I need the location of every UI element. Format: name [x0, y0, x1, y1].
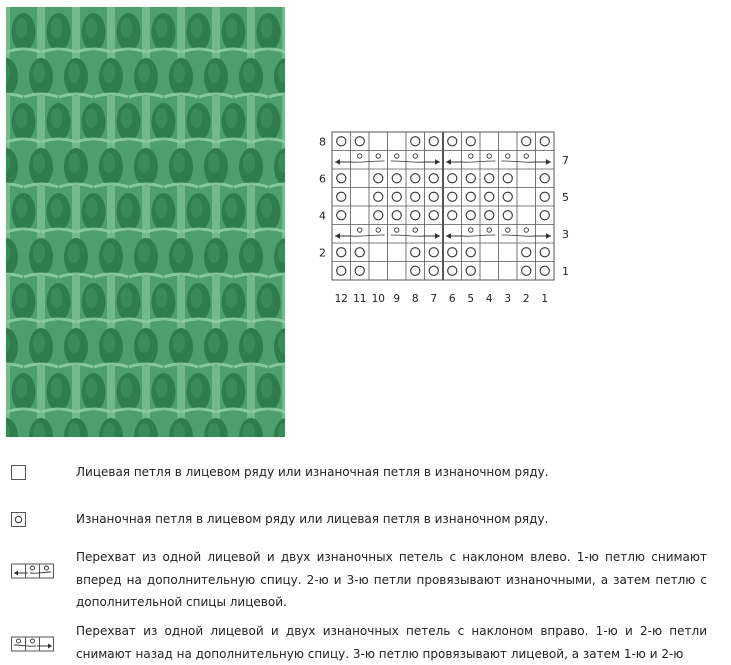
column-label: 5: [467, 293, 475, 305]
cross-left-symbol: [446, 154, 496, 165]
fabric-bobble-highlight: [16, 18, 28, 38]
legend-text-cross-left: Перехват из одной лицевой и двух изнаночных петель с наклоном влево. 1-ю петлю снимают вперед на дополнительную спицу. 2-ю и 3-ю петли провязывают изнаночными, а затем петлю с дополнительной спицы лицевой.: [76, 550, 707, 609]
column-label: 4: [485, 293, 493, 305]
fabric-bobble-highlight: [191, 198, 203, 218]
fabric-bobble-highlight: [121, 288, 133, 308]
purl-symbol: [337, 211, 346, 220]
purl-symbol: [503, 174, 512, 183]
fabric-bobble-highlight: [86, 288, 98, 308]
circle-in-square-icon: [10, 511, 28, 529]
purl-symbol: [540, 211, 549, 220]
fabric-bobble-highlight: [16, 288, 28, 308]
fabric-bobble-highlight: [138, 153, 150, 173]
fabric-bobble-highlight: [156, 18, 168, 38]
fabric-bobble-highlight: [173, 153, 185, 173]
purl-symbol: [374, 211, 383, 220]
row-label: 5: [562, 190, 569, 204]
fabric-bobble-highlight: [208, 243, 220, 263]
fabric-bobble-highlight: [156, 198, 168, 218]
cross-right-icon: [10, 635, 56, 655]
purl-symbol: [374, 174, 383, 183]
purl-symbol: [374, 192, 383, 201]
purl-symbol: [540, 192, 549, 201]
purl-symbol: [466, 174, 475, 183]
fabric-bobble-highlight: [16, 378, 28, 398]
fabric-bobble-highlight: [226, 108, 238, 128]
row-label: 4: [319, 209, 326, 223]
purl-symbol: [485, 174, 494, 183]
fabric-bobble-highlight: [226, 198, 238, 218]
purl-symbol: [411, 192, 420, 201]
fabric-bobble-highlight: [51, 108, 63, 128]
purl-symbol: [540, 137, 549, 146]
purl-symbol: [485, 192, 494, 201]
fabric-bobble-highlight: [86, 108, 98, 128]
row-label: 6: [319, 172, 326, 186]
purl-symbol: [485, 211, 494, 220]
purl-symbol: [448, 192, 457, 201]
purl-symbol: [448, 211, 457, 220]
column-label: 2: [522, 293, 530, 305]
fabric-bobble-highlight: [226, 288, 238, 308]
fabric-bobble-highlight: [243, 63, 255, 83]
fabric-bobble-highlight: [226, 18, 238, 38]
column-label: 1: [541, 293, 549, 305]
cross-left-symbol: [446, 228, 496, 239]
purl-symbol: [540, 266, 549, 275]
purl-symbol: [337, 174, 346, 183]
column-label: 3: [504, 293, 512, 305]
column-label: 11: [353, 293, 367, 305]
purl-symbol: [429, 266, 438, 275]
fabric-bobble-highlight: [243, 243, 255, 263]
purl-symbol: [522, 137, 531, 146]
purl-symbol: [337, 192, 346, 201]
row-label: 2: [319, 246, 326, 260]
purl-symbol: [503, 211, 512, 220]
row-label: 7: [562, 153, 569, 167]
purl-symbol: [522, 248, 531, 257]
knitting-chart: [308, 124, 588, 314]
fabric-bobble-highlight: [173, 243, 185, 263]
column-label: 12: [334, 293, 348, 305]
fabric-bobble-highlight: [103, 153, 115, 173]
purl-symbol: [466, 137, 475, 146]
purl-symbol: [448, 137, 457, 146]
purl-symbol: [411, 266, 420, 275]
fabric-bobble-highlight: [261, 288, 273, 308]
legend-text-purl: Изнаночная петля в лицевом ряду или лицевая петля в изнаночном ряду.: [76, 512, 549, 526]
fabric-bobble-highlight: [51, 378, 63, 398]
purl-symbol: [355, 137, 364, 146]
knitted-pattern-photo: [6, 7, 285, 437]
fabric-bobble-highlight: [33, 63, 45, 83]
fabric-bobble-highlight: [33, 333, 45, 353]
purl-symbol: [429, 174, 438, 183]
fabric-bobble-highlight: [156, 378, 168, 398]
empty-square-icon: [10, 464, 28, 482]
fabric-bobble-highlight: [191, 378, 203, 398]
fabric-bobble-highlight: [243, 333, 255, 353]
fabric-bobble-highlight: [68, 63, 80, 83]
fabric-bobble-highlight: [173, 63, 185, 83]
purl-symbol: [392, 192, 401, 201]
fabric-bobble-highlight: [208, 63, 220, 83]
fabric-bobble-highlight: [68, 243, 80, 263]
legend-text-cross-right: Перехват из одной лицевой и двух изнаночных петель с наклоном вправо. 1-ю и 2-ю петли снимают назад на дополнительную спицу. 3-ю петлю провязывают лицевой, а затем 1-ю и 2-ю: [76, 624, 707, 661]
purl-symbol: [429, 137, 438, 146]
purl-symbol: [429, 248, 438, 257]
column-label: 8: [411, 293, 419, 305]
purl-symbol: [337, 248, 346, 257]
fabric-bobble-highlight: [138, 243, 150, 263]
fabric-bobble-highlight: [86, 198, 98, 218]
fabric-bobble-highlight: [86, 378, 98, 398]
cross-left-symbol: [335, 154, 385, 165]
fabric-bobble-highlight: [121, 18, 133, 38]
fabric-bobble-highlight: [191, 288, 203, 308]
fabric-bobble-highlight: [243, 153, 255, 173]
fabric-bobble-highlight: [68, 153, 80, 173]
fabric-bobble-highlight: [103, 243, 115, 263]
purl-symbol: [355, 266, 364, 275]
fabric-bobble-highlight: [261, 18, 273, 38]
row-label: 1: [562, 264, 569, 278]
column-label: 6: [448, 293, 456, 305]
fabric-bobble-highlight: [138, 63, 150, 83]
fabric-bobble-highlight: [86, 18, 98, 38]
cross-left-icon: [10, 562, 56, 582]
fabric-bobble-highlight: [191, 108, 203, 128]
purl-symbol: [448, 174, 457, 183]
fabric-bobble-highlight: [261, 198, 273, 218]
column-label: 7: [430, 293, 438, 305]
cross-left-symbol: [335, 228, 385, 239]
purl-symbol: [466, 266, 475, 275]
fabric-bobble-highlight: [16, 108, 28, 128]
cross-right-symbol: [502, 154, 552, 165]
purl-symbol: [411, 248, 420, 257]
purl-symbol: [411, 174, 420, 183]
row-label: 3: [562, 227, 569, 241]
fabric-bobble-highlight: [121, 378, 133, 398]
purl-symbol: [392, 174, 401, 183]
fabric-bobble-highlight: [156, 288, 168, 308]
cross-right-symbol: [391, 154, 441, 165]
purl-symbol: [540, 174, 549, 183]
fabric-bobble-highlight: [226, 378, 238, 398]
purl-symbol: [355, 248, 364, 257]
row-label: 8: [319, 135, 326, 149]
fabric-bobble-highlight: [33, 153, 45, 173]
fabric-bobble-highlight: [261, 378, 273, 398]
purl-symbol: [411, 137, 420, 146]
fabric-bobble-highlight: [173, 333, 185, 353]
purl-symbol: [466, 248, 475, 257]
column-label: 10: [371, 293, 385, 305]
purl-symbol: [392, 211, 401, 220]
purl-symbol: [429, 192, 438, 201]
fabric-bobble-highlight: [156, 108, 168, 128]
purl-symbol: [466, 211, 475, 220]
purl-symbol: [522, 266, 531, 275]
fabric-bobble-highlight: [191, 18, 203, 38]
fabric-bobble-highlight: [51, 18, 63, 38]
fabric-bobble-highlight: [138, 333, 150, 353]
fabric-bobble-highlight: [208, 333, 220, 353]
cross-right-symbol: [502, 228, 552, 239]
purl-symbol: [429, 211, 438, 220]
purl-symbol: [411, 211, 420, 220]
cross-right-symbol: [391, 228, 441, 239]
column-label: 9: [393, 293, 401, 305]
fabric-bobble-highlight: [33, 243, 45, 263]
purl-symbol: [466, 192, 475, 201]
purl-symbol: [337, 266, 346, 275]
fabric-bobble-highlight: [16, 198, 28, 218]
fabric-bobble-highlight: [68, 333, 80, 353]
fabric-bobble-highlight: [103, 333, 115, 353]
fabric-bobble-highlight: [51, 198, 63, 218]
fabric-bobble-highlight: [208, 153, 220, 173]
fabric-bobble-highlight: [121, 198, 133, 218]
purl-symbol: [448, 248, 457, 257]
purl-symbol: [540, 248, 549, 257]
fabric-bobble-highlight: [51, 288, 63, 308]
fabric-bobble-highlight: [103, 63, 115, 83]
fabric-bobble-highlight: [261, 108, 273, 128]
legend-text-knit: Лицевая петля в лицевом ряду или изнаночная петля в изнаночном ряду.: [76, 465, 549, 479]
purl-symbol: [448, 266, 457, 275]
purl-symbol: [503, 192, 512, 201]
fabric-bobble-highlight: [121, 108, 133, 128]
purl-symbol: [337, 137, 346, 146]
